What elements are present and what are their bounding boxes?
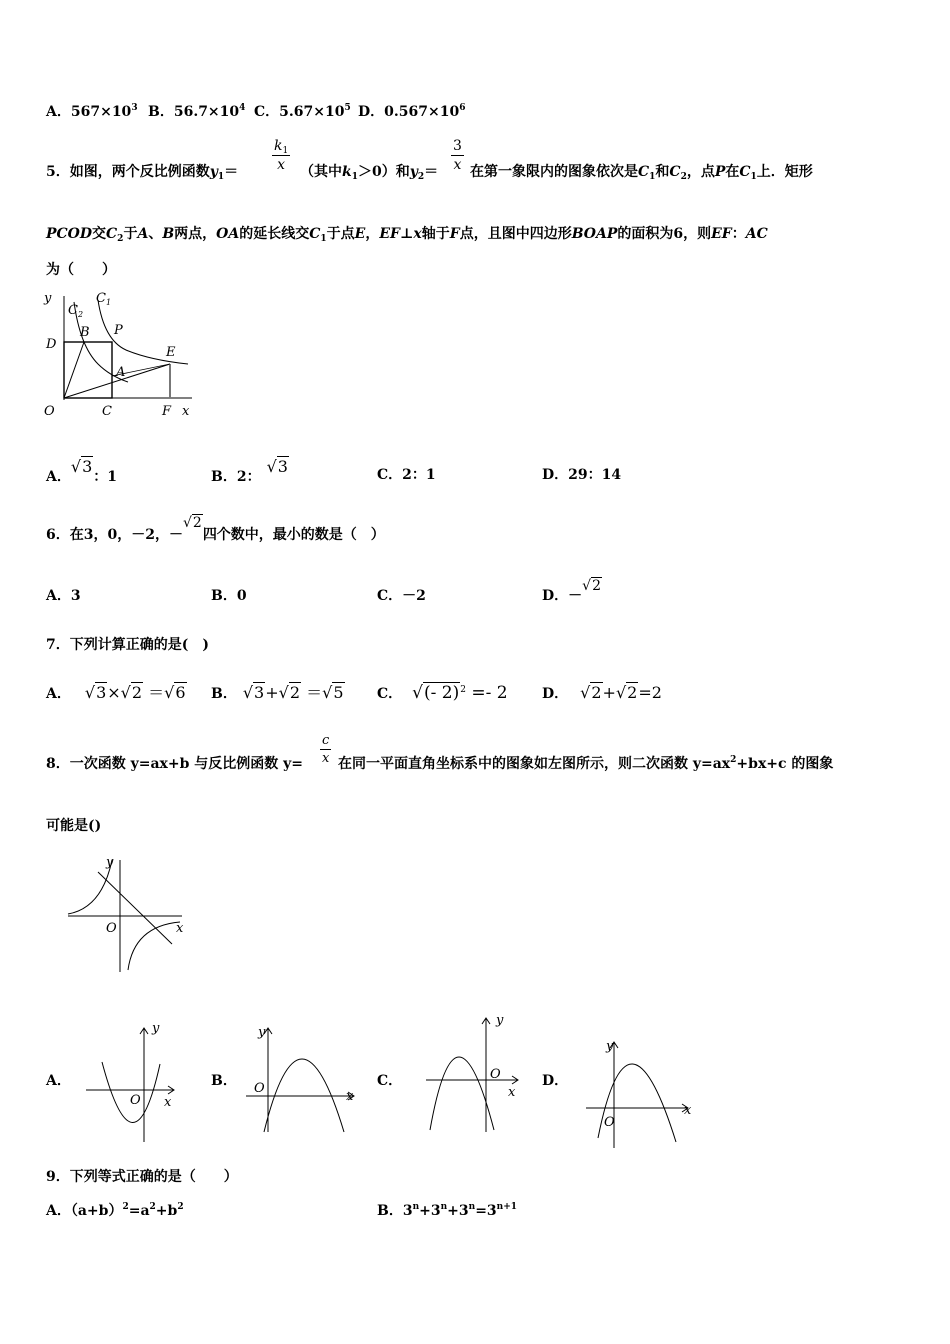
q5-fraction-3-over-x: $\frac{3}{x}$ bbox=[453, 138, 462, 173]
q8-option-a-label: A． bbox=[46, 1073, 71, 1089]
q4-option-b: B．$56.7\times 10^4$ bbox=[148, 103, 246, 120]
q7-option-d: D． √2+√2=2 bbox=[542, 683, 662, 702]
q7-option-b: B． √3+√2 ＝√5 bbox=[211, 683, 344, 702]
q8-option-b-graph bbox=[240, 1022, 365, 1137]
q7-stem: 7．下列计算正确的是( ) bbox=[46, 637, 209, 653]
svg-text:O: O bbox=[254, 1081, 265, 1096]
svg-text:y: y bbox=[606, 1039, 614, 1054]
q9-option-a: A．$(a+b)^2=a^2+b^2$ bbox=[46, 1202, 184, 1219]
q8-option-a-graph bbox=[82, 1022, 182, 1147]
q5-stem-line1: 5．如图，两个反比例函数$y_1=$ bbox=[46, 164, 239, 182]
q5-fig-label-p: P bbox=[114, 323, 123, 338]
q6-stem: 6．在3，0，－2，－√2四个数中，最小的数是（ ） bbox=[46, 515, 385, 543]
q4-option-c: C．$5.67\times 10^5$ bbox=[254, 103, 351, 120]
q8-ref-label-y: y bbox=[106, 855, 114, 870]
q8-option-d-label: D． bbox=[542, 1073, 569, 1089]
q5-option-a: A．√3：1 bbox=[46, 457, 118, 485]
q8-ref-label-o: O bbox=[106, 921, 117, 936]
svg-text:y: y bbox=[152, 1021, 160, 1036]
q6-option-d: D．－√2 bbox=[542, 578, 601, 604]
q8-stem-start: 8．一次函数 y=ax+b 与反比例函数 y= bbox=[46, 756, 304, 772]
q9-stem: 9．下列等式正确的是（ ） bbox=[46, 1169, 238, 1185]
q8-ref-label-x: x bbox=[176, 921, 184, 936]
q5-fig-label-a: A bbox=[116, 365, 126, 380]
q6-option-b: B．0 bbox=[211, 588, 247, 604]
q9-option-b: B．$3^n+3^n+3^n=3^{n+1}$ bbox=[377, 1202, 518, 1219]
q8-option-c-label: C． bbox=[377, 1073, 403, 1089]
svg-text:x: x bbox=[346, 1089, 354, 1104]
q5-figure bbox=[40, 288, 200, 423]
q5-stem-line3: 为（ ） bbox=[46, 262, 116, 278]
q8-option-b-label: B． bbox=[211, 1073, 237, 1089]
q5-fig-label-c1: $C_1$ bbox=[96, 291, 112, 307]
q5-fig-label-d: D bbox=[46, 337, 57, 352]
q5-fig-line-ob bbox=[64, 342, 84, 398]
q8-fraction-c-over-x: $\frac{c}{x}$ bbox=[321, 733, 330, 766]
q5-fig-label-b: B bbox=[80, 325, 90, 340]
q5-fig-label-x: x bbox=[182, 404, 190, 419]
q8-ref-hyperbola-right bbox=[128, 922, 180, 970]
q4-option-a: A．$567\times 10^3$ bbox=[46, 103, 138, 120]
svg-text:O: O bbox=[604, 1115, 615, 1130]
q7-option-a: A． √3×√2 ＝√6 bbox=[46, 683, 186, 702]
svg-text:y: y bbox=[496, 1013, 504, 1028]
q5-stem-line1-mid: （其中$k_1>0$）和$y_2=$ bbox=[300, 164, 439, 182]
q5-fig-label-c2: $C_2$ bbox=[68, 303, 84, 319]
q8-reference-figure bbox=[62, 852, 192, 977]
q8-stem-line2: 可能是() bbox=[46, 818, 102, 834]
svg-text:x: x bbox=[164, 1095, 172, 1110]
q5-stem-line2: PCOD交$C_2$于A、B两点，OA的延长线交$C_1$于点E，EF⊥x轴于F点，且图中四边形BOAP的面积为6，则EF：AC bbox=[46, 226, 768, 244]
q5-option-c: C．2：1 bbox=[377, 467, 436, 483]
q5-option-d: D．29：14 bbox=[542, 467, 622, 483]
q6-option-a: A．3 bbox=[46, 588, 81, 604]
svg-text:x: x bbox=[508, 1085, 516, 1100]
q8-option-c-graph bbox=[420, 1012, 530, 1137]
q5-option-b: B．2：√3 bbox=[211, 457, 288, 485]
q6-option-c: C．－2 bbox=[377, 588, 426, 604]
svg-text:O: O bbox=[130, 1093, 141, 1108]
q5-stem-line1-end: 在第一象限内的图象依次是$C_1$和$C_2$，点P在$C_1$上．矩形 bbox=[470, 164, 813, 182]
q8-option-d-graph bbox=[584, 1034, 699, 1154]
q5-fig-label-y: y bbox=[44, 291, 52, 306]
q7-option-c: C． √(- 2)$^2$ =- 2 bbox=[377, 683, 508, 703]
q5-fig-label-c: C bbox=[102, 404, 112, 419]
q4-option-d: D．$0.567\times 10^6$ bbox=[358, 103, 466, 120]
q5-fraction-k1-over-x: $\frac{k_1}{x}$ bbox=[274, 138, 289, 173]
svg-text:x: x bbox=[684, 1103, 692, 1118]
svg-text:y: y bbox=[258, 1025, 266, 1040]
q8-stem-end: 在同一平面直角坐标系中的图象如左图所示，则二次函数 $y=ax^2+bx+c$ 的图象 bbox=[338, 755, 834, 772]
svg-text:O: O bbox=[490, 1067, 501, 1082]
q5-fig-label-f: F bbox=[162, 404, 172, 419]
q5-fig-label-e: E bbox=[166, 345, 176, 360]
q5-fig-label-o: O bbox=[44, 404, 55, 419]
